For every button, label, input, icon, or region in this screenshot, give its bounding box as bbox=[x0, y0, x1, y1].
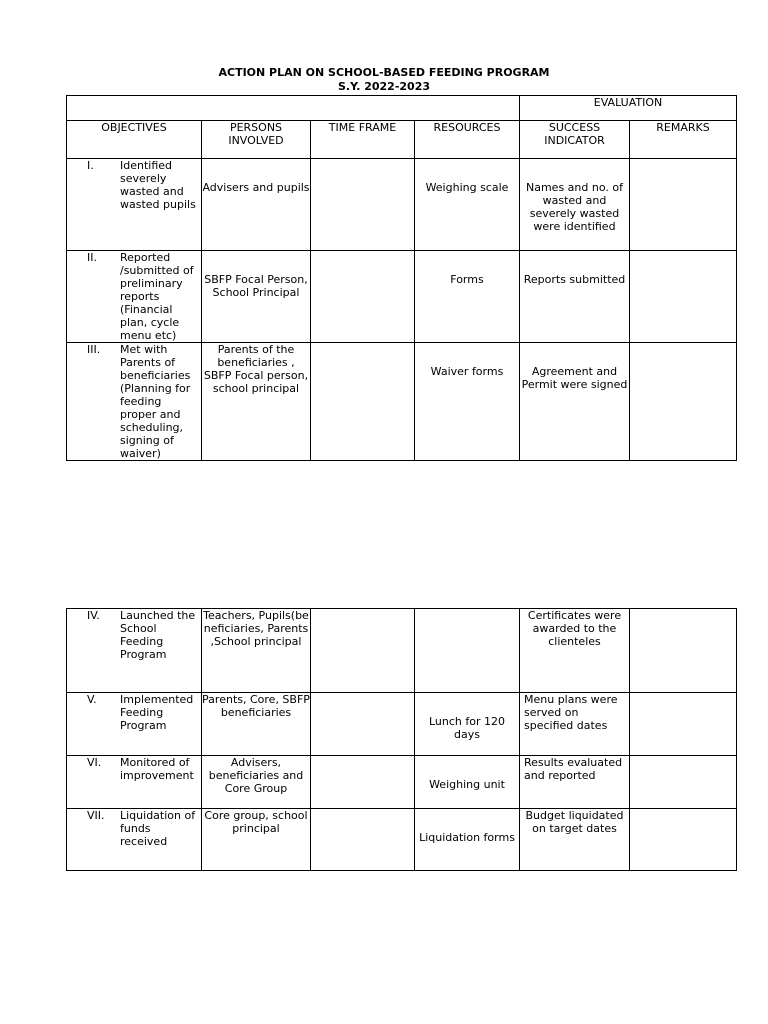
indicator-cell: Budget liquidated on target dates bbox=[520, 809, 630, 871]
time-frame-cell bbox=[311, 251, 415, 343]
time-frame-cell bbox=[311, 693, 415, 756]
objective-cell bbox=[67, 343, 202, 461]
objective-text: Liquidation of funds received bbox=[120, 809, 196, 848]
persons-cell: Advisers, beneficiaries and Core Group bbox=[202, 756, 311, 809]
document-title: ACTION PLAN ON SCHOOL-BASED FEEDING PROGRAM bbox=[218, 66, 550, 79]
persons-cell: SBFP Focal Person, School Principal bbox=[202, 251, 311, 343]
row-number: I. bbox=[87, 159, 94, 172]
persons-cell: Core group, school principal bbox=[202, 809, 311, 871]
row-number: II. bbox=[87, 251, 97, 264]
indicator-cell: Reports submitted bbox=[520, 251, 630, 343]
indicator-cell: Agreement and Permit were signed bbox=[520, 343, 630, 461]
objective-cell bbox=[67, 693, 202, 756]
row-number: VII. bbox=[87, 809, 105, 822]
time-frame-header: TIME FRAME bbox=[311, 121, 415, 159]
resources-header: RESOURCES bbox=[415, 121, 520, 159]
success-indicator-header: SUCCESS INDICATOR bbox=[520, 121, 630, 159]
indicator-cell: Results evaluated and reported bbox=[520, 756, 630, 809]
column-header-row bbox=[67, 121, 737, 159]
objective-text: Reported /submitted of preliminary reports (Financial plan, cycle menu etc) bbox=[120, 251, 194, 342]
resources-cell: Weighing scale bbox=[415, 159, 520, 251]
persons-cell: Parents of the beneficiaries , SBFP Focal person, school principal bbox=[202, 343, 311, 461]
indicator-cell: Menu plans were served on specified dates bbox=[520, 693, 630, 756]
objective-cell bbox=[67, 251, 202, 343]
school-year: S.Y. 2022-2023 bbox=[337, 80, 431, 93]
table-row bbox=[67, 609, 737, 693]
table-row bbox=[67, 159, 737, 251]
resources-cell bbox=[415, 609, 520, 693]
table-row bbox=[67, 251, 737, 343]
row-number: V. bbox=[87, 693, 97, 706]
indicator-cell: Names and no. of wasted and severely wasted were identified bbox=[520, 159, 630, 251]
remarks-cell bbox=[630, 756, 737, 809]
time-frame-cell bbox=[311, 343, 415, 461]
persons-cell: Teachers, Pupils(beneficiaries, Parents ,School principal bbox=[202, 609, 311, 693]
remarks-cell bbox=[630, 251, 737, 343]
persons-involved-header: PERSONS INVOLVED bbox=[202, 121, 311, 159]
time-frame-cell bbox=[311, 756, 415, 809]
evaluation-header-row bbox=[67, 96, 737, 121]
objectives-header: OBJECTIVES bbox=[67, 121, 202, 159]
table-row bbox=[67, 809, 737, 871]
objective-cell bbox=[67, 609, 202, 693]
row-number: VI. bbox=[87, 756, 102, 769]
resources-cell: Forms bbox=[415, 251, 520, 343]
time-frame-cell bbox=[311, 809, 415, 871]
remarks-header: REMARKS bbox=[630, 121, 737, 159]
objective-text: Implemented Feeding Program bbox=[120, 693, 194, 732]
objective-cell bbox=[67, 756, 202, 809]
remarks-cell bbox=[630, 693, 737, 756]
row-number: IV. bbox=[87, 609, 100, 622]
persons-cell: Parents, Core, SBFP beneficiaries bbox=[202, 693, 311, 756]
table-row bbox=[67, 693, 737, 756]
resources-cell: Lunch for 120 days bbox=[415, 693, 520, 756]
remarks-cell bbox=[630, 159, 737, 251]
time-frame-cell bbox=[311, 159, 415, 251]
remarks-cell bbox=[630, 609, 737, 693]
objective-cell bbox=[67, 809, 202, 871]
blank-header-cell bbox=[67, 96, 520, 121]
remarks-cell bbox=[630, 343, 737, 461]
evaluation-header: EVALUATION bbox=[520, 96, 737, 121]
table-row bbox=[67, 756, 737, 809]
resources-cell: Weighing unit bbox=[415, 756, 520, 809]
objective-cell bbox=[67, 159, 202, 251]
action-plan-table-part-1 bbox=[66, 95, 737, 461]
action-plan-table-part-2 bbox=[66, 608, 737, 871]
time-frame-cell bbox=[311, 609, 415, 693]
objective-text: Monitored of improvement bbox=[120, 756, 194, 782]
remarks-cell bbox=[630, 809, 737, 871]
resources-cell: Waiver forms bbox=[415, 343, 520, 461]
resources-cell: Liquidation forms bbox=[415, 809, 520, 871]
row-number: III. bbox=[87, 343, 101, 356]
objective-text: Identified severely wasted and wasted pupils bbox=[120, 159, 196, 211]
table-row bbox=[67, 343, 737, 461]
objective-text: Launched the School Feeding Program bbox=[120, 609, 196, 661]
persons-cell: Advisers and pupils bbox=[202, 159, 311, 251]
indicator-cell: Certificates were awarded to the clienteles bbox=[520, 609, 630, 693]
objective-text: Met with Parents of beneficiaries (Planning for feeding proper and scheduling, signing of waiver) bbox=[120, 343, 191, 460]
